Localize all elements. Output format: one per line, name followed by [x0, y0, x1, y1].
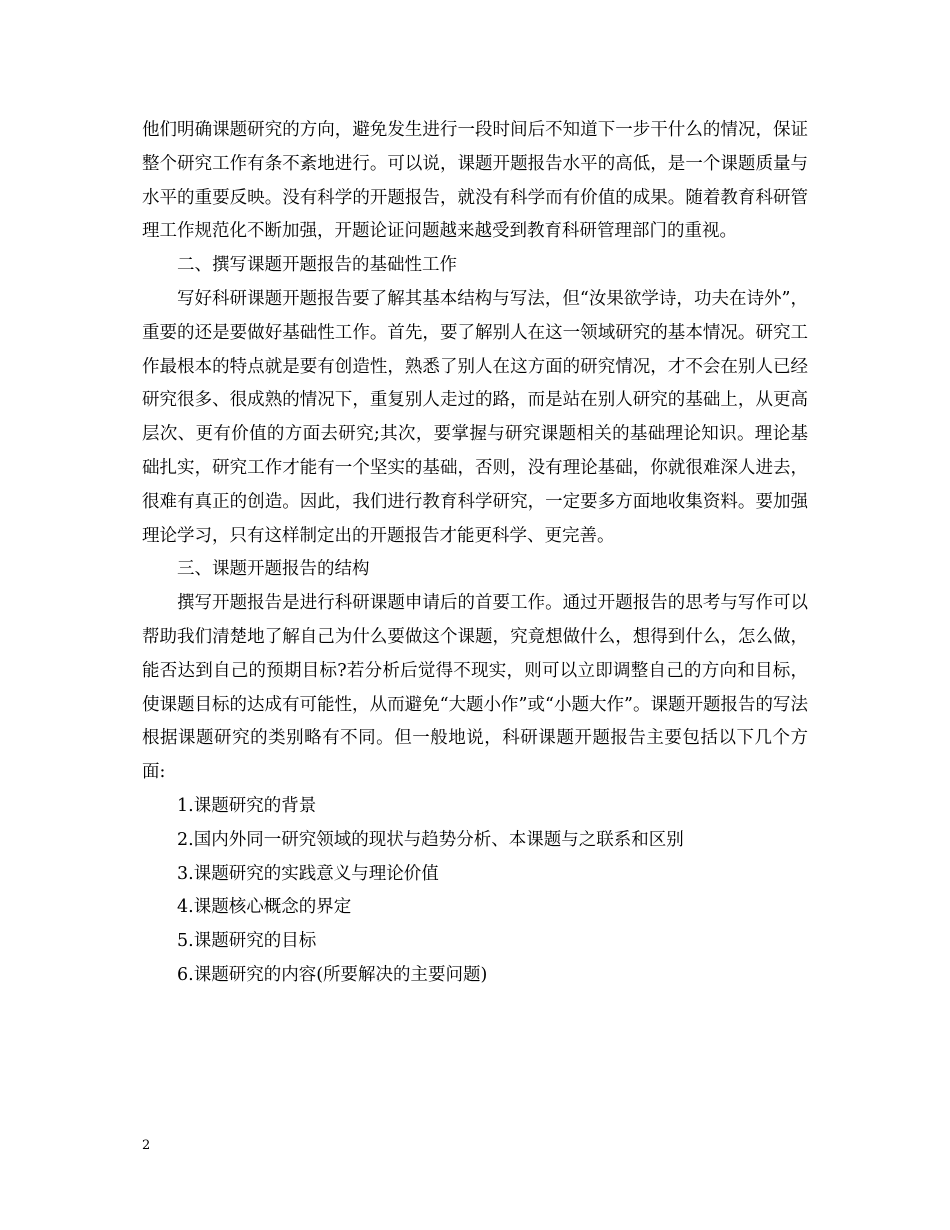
report-structure-list	[142, 790, 808, 993]
list-item: 2.国内外同一研究领域的现状与趋势分析、本课题与之联系和区别	[177, 829, 684, 850]
list-item: 3.课题研究的实践意义与理论价值	[177, 863, 439, 884]
list-item: 5.课题研究的目标	[177, 931, 317, 952]
paragraph-section-2: 写好科研课题开题报告要了解其基本结构与写法，但“汝果欲学诗，功夫在诗外”，重要的还是要做好基础性工作。首先，要了解别人在这一领域研究的基本情况。研究工作最根本的特点就是要有创造性，熟悉了别人在这方面的研究情况，才不会在别人已经研究很多、很成熟的情况下，重复别人走过的路，而是站在别人研究的基础上，从更高层次、更有价值的方面去研究;其次，要掌握与研究课题相关的基础理论知识。理论基础扎实，研究工作才能有一个坚实的基础，否则，没有理论基础，你就很难深人进去，很难有真正的创造。因此，我们进行教育科学研究，一定要多方面地收集资料。要加强理论学习，只有这样制定出的开题报告才能更科学、更完善。	[142, 288, 808, 546]
paragraph-intro-continued: 他们明确课题研究的方向，避免发生进行一段时间后不知道下一步干什么的情况，保证整个研究工作有条不紊地进行。可以说，课题开题报告水平的高低，是一个课题质量与水平的重要反映。没有科学的开题报告，就没有科学而有价值的成果。随着教育科研管理工作规范化不断加强，开题论证问题越来越受到教育科研管理部门的重视。	[142, 120, 808, 242]
section-heading-3: 三、课题开题报告的结构	[177, 559, 370, 580]
section-heading-2: 二、撰写课题开题报告的基础性工作	[177, 255, 457, 276]
list-item: 6.课题研究的内容(所要解决的主要问题)	[177, 964, 488, 985]
list-item: 4.课题核心概念的界定	[177, 897, 352, 918]
list-item: 1.课题研究的背景	[177, 795, 317, 816]
page-number: 2	[142, 1138, 151, 1153]
paragraph-section-3: 撰写开题报告是进行科研课题申请后的首要工作。通过开题报告的思考与写作可以帮助我们清楚地了解自己为什么要做这个课题，究竟想做什么，想得到什么，怎么做，能否达到自己的预期目标?若分析后觉得不现实，则可以立即调整自己的方向和目标，使课题目标的达成有可能性，从而避免“大题小作”或“小题大作”。课题开题报告的写法根据课题研究的类别略有不同。但一般地说，科研课题开题报告主要包括以下几个方面:	[142, 593, 808, 783]
document-body	[142, 114, 808, 993]
